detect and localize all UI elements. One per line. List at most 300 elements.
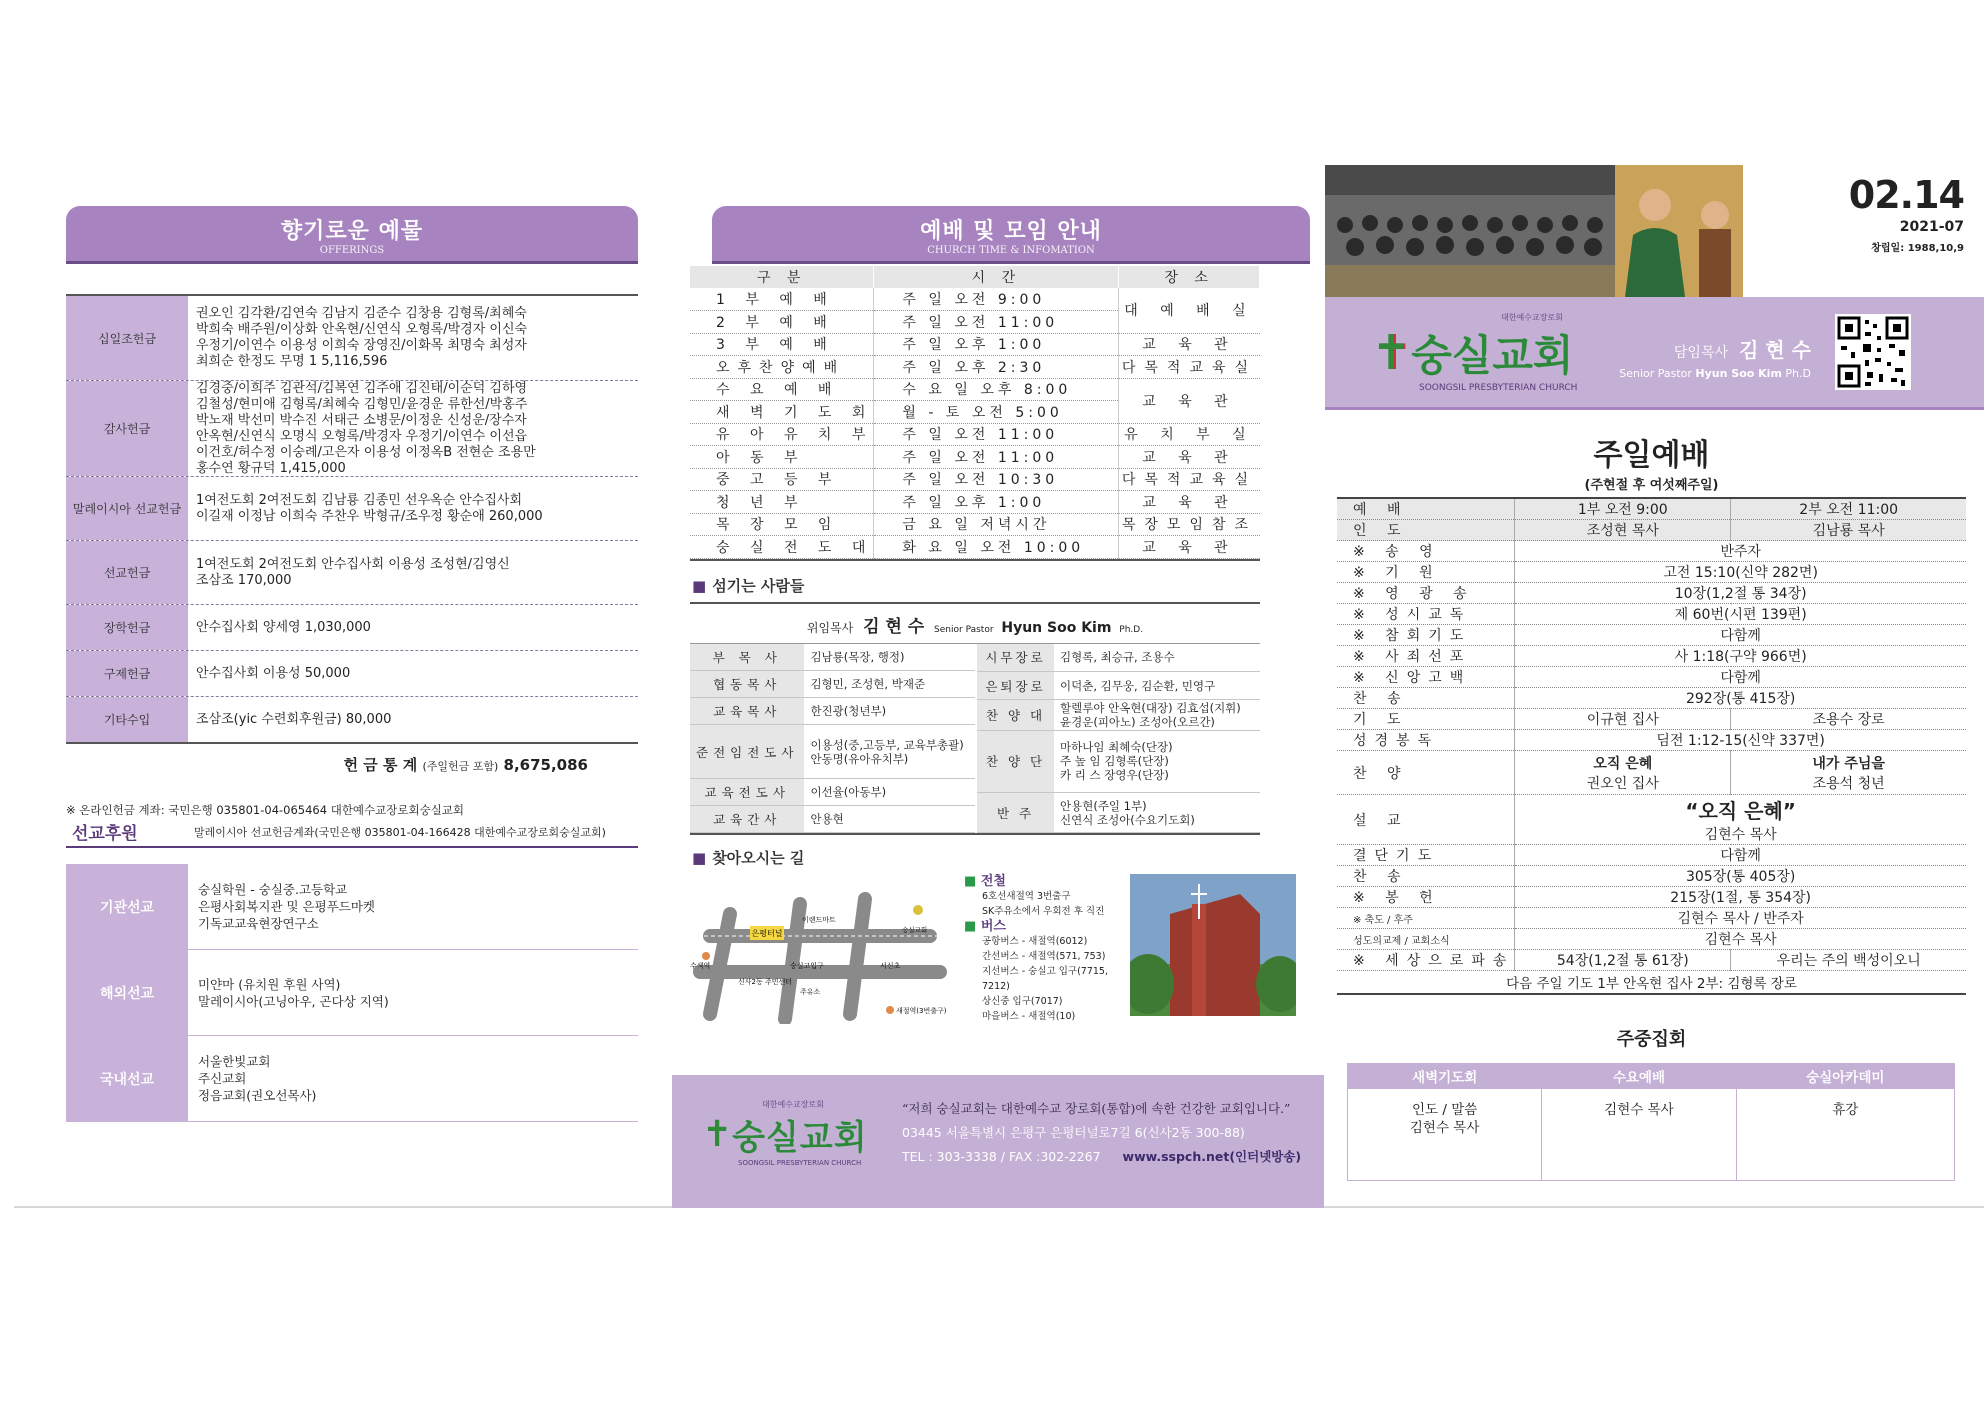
mission-line: 기독교교육현장연구소: [198, 916, 319, 931]
text-line: 권오인 집사: [1586, 775, 1659, 792]
staff-names: [804, 779, 975, 806]
staff-names: [804, 644, 975, 671]
banner-church-small: 대한예수교장로회: [1501, 312, 1563, 322]
staff-role: 찬 양 단: [976, 730, 1054, 793]
church-time-ribbon: [712, 206, 1310, 264]
offering-label: 십일조헌금: [66, 296, 188, 380]
ct-place: 교 육 관: [1119, 536, 1260, 559]
offering-lines: [196, 712, 391, 728]
banner-pastor-en-name: Hyun Soo Kim: [1695, 367, 1782, 380]
staff-row: [976, 644, 1260, 672]
staff-table-left: [690, 644, 975, 834]
text-line: 내가 주님을: [1812, 755, 1885, 772]
mission-value: [188, 950, 638, 1035]
staff-row: [690, 698, 975, 725]
worship-item: 결단기도: [1337, 845, 1515, 866]
offering-line: 안수집사회 양세영 1,030,000: [196, 619, 371, 635]
mission-line: 미얀마 (유치원 후원 사역): [198, 976, 341, 992]
mission-label: 국내선교: [66, 1036, 188, 1121]
ct-place: 교 육 관: [1119, 378, 1260, 423]
ct-category: 숭 실 전 도 대: [690, 536, 874, 559]
map-image: [690, 874, 960, 1024]
ct-row: [690, 288, 1260, 311]
worship-item: ※ 사죄선포: [1337, 646, 1515, 667]
mission-line: 주신교회: [198, 1071, 247, 1086]
staff-row: [690, 671, 975, 698]
next-week-prayer: 다음 주일 기도 1부 안옥현 집사 2부: 김형록 장로: [1337, 971, 1966, 995]
banner-church-name: 숭실교회: [1411, 330, 1574, 380]
worship-value: [1515, 845, 1966, 866]
worship-item: ※ 신앙고백: [1337, 667, 1515, 688]
worship-row: [1337, 751, 1966, 795]
mission-line: 숭실학원 - 숭실중.고등학교: [198, 882, 348, 897]
ct-row: [690, 468, 1260, 491]
text-line: 카 리 스 장영우(단장): [1060, 768, 1169, 783]
square-bullet-icon: ■: [692, 576, 707, 595]
worship-row: [1337, 908, 1966, 929]
staff-row: [976, 730, 1260, 793]
ct-time: 주 일 오전 10:30: [874, 468, 1119, 491]
mission-row: [66, 1036, 638, 1122]
worship-row: [1337, 950, 1966, 971]
servants-heading: [692, 575, 1322, 596]
church-banner: [1325, 297, 1984, 410]
staff-names: [804, 806, 975, 833]
worship-row: [1337, 730, 1966, 751]
transit-line: 지선버스 - 숭실고 입구(7715, 7212): [982, 966, 1108, 992]
pastor-photo: [1615, 165, 1743, 297]
church-time-title: 예배 및 모임 안내: [920, 219, 1102, 244]
mission-line: 정음교회(권오선목사): [198, 1088, 317, 1103]
worship-subtitle: (주현절 후 여섯째주일): [1584, 478, 1719, 493]
offering-row: [66, 696, 638, 742]
worship-row: [1337, 562, 1966, 583]
offerings-table: [66, 296, 638, 742]
text-line: 제 60번(시편 139편): [1674, 607, 1807, 623]
text-line: 김형록, 최승규, 조용수: [1060, 650, 1175, 665]
worship-value: [1515, 667, 1966, 688]
worship-item: ※ 기 원: [1337, 562, 1515, 583]
square-bullet-icon: ■: [692, 849, 707, 867]
congregation-photo: [1325, 165, 1615, 297]
staff-role: 은퇴장로: [976, 672, 1054, 700]
footer-logo: [702, 1099, 892, 1167]
ct-category: 2 부 예 배: [690, 311, 874, 334]
transit-info: [960, 874, 1130, 1024]
mission-line: 서울한빛교회: [198, 1054, 271, 1069]
ct-category: 청 년 부: [690, 491, 874, 514]
founded-date: 창립일: 1988,10,9: [1871, 243, 1964, 254]
text-line: 이덕춘, 김무웅, 김순환, 민영구: [1060, 678, 1216, 693]
worship-value: [1731, 751, 1966, 795]
transit-line: 6호선새절역 3번출구: [982, 891, 1071, 902]
worship-row: [1337, 688, 1966, 709]
offering-line: 안수집사회 이용성 50,000: [196, 665, 351, 681]
ct-place: 대 예 배 실: [1119, 288, 1260, 333]
worship-item: 찬 송: [1337, 688, 1515, 709]
qr-code-icon[interactable]: [1835, 314, 1911, 390]
worship-value: [1731, 520, 1966, 541]
offering-label: 감사헌금: [66, 381, 188, 476]
transit-line: 간선버스 - 새절역(571, 753): [982, 951, 1106, 962]
footer-logo-en: SOONGSIL PRESBYTERIAN CHURCH: [738, 1159, 862, 1167]
weekday-header: 숭실아카데미: [1736, 1064, 1954, 1089]
staff-role: 교육전도사: [690, 779, 804, 806]
ct-row: [690, 491, 1260, 514]
ct-category: 1 부 예 배: [690, 288, 874, 311]
worship-value: [1515, 908, 1966, 929]
staff-names: [1054, 700, 1260, 730]
text-line: 김현수 목사: [1704, 827, 1777, 843]
ct-header: 장 소: [1119, 266, 1260, 288]
ct-header: 시 간: [874, 266, 1119, 288]
text-line: 안용현(주일 1부): [1060, 798, 1147, 813]
offering-line: 박희숙 배주원/이상화 안옥현/신연식 오형록/박경자 이신숙: [196, 322, 528, 337]
staff-role: 협동목사: [690, 671, 804, 698]
footer-website[interactable]: www.sspch.net(인터넷방송): [1122, 1149, 1302, 1164]
map-label: 은평터널: [751, 929, 783, 938]
map-label: 숭실고입구: [790, 962, 824, 970]
text-line: 2부 오전 11:00: [1799, 502, 1899, 518]
ct-category: 아 동 부: [690, 446, 874, 469]
weekday-cell: [1736, 1089, 1954, 1181]
directions-title: 찾아오시는 길: [712, 849, 805, 867]
staff-row: [976, 700, 1260, 730]
offering-line: 이건호/허수정 이숭례/고은자 이용성 이정옥B 전현순 조용만: [196, 444, 536, 460]
cross-logo-icon: ✝: [702, 1114, 733, 1155]
text-line: 이규현 집사: [1586, 712, 1659, 728]
ct-row: [690, 513, 1260, 536]
worship-value: [1731, 950, 1966, 971]
bus-icon: ■: [964, 919, 977, 934]
ct-time: 주 일 오후 1:00: [874, 333, 1119, 356]
worship-row: [1337, 604, 1966, 625]
banner-pastor-label: 담임목사: [1673, 345, 1729, 361]
worship-row: [1337, 646, 1966, 667]
text-line: 윤경운(피아노) 조성아(오르간): [1060, 715, 1215, 730]
worship-item: ※ 세상으로파송: [1337, 950, 1515, 971]
text-line: 우리는 주의 백성이오니: [1776, 953, 1921, 969]
date-block: [1743, 165, 1978, 297]
total-label: 헌 금 통 계: [343, 756, 418, 774]
banner-pastor-en-prefix: Senior Pastor: [1619, 367, 1692, 380]
footer-logo-text: 숭실교회: [732, 1118, 868, 1158]
staff-role: 시무장로: [976, 644, 1054, 672]
offerings-total: [66, 744, 638, 775]
offering-lines: [196, 666, 350, 682]
text-line: 54장(1,2절 통 61장): [1556, 953, 1689, 969]
worship-item: ※ 봉 헌: [1337, 887, 1515, 908]
ct-place: 교 육 관: [1119, 491, 1260, 514]
text-line: 김남룡 목사: [1812, 523, 1885, 539]
weekday-header: 새벽기도회: [1348, 1064, 1542, 1089]
offering-lines: [196, 306, 527, 370]
worship-row: [1337, 709, 1966, 730]
worship-item: ※ 영 광 송: [1337, 583, 1515, 604]
text-line: 신연식 조성아(수요기도회): [1060, 812, 1195, 827]
sp-phd: Ph.D.: [1119, 624, 1144, 635]
worship-row: [1337, 887, 1966, 908]
weekday-cell: [1348, 1089, 1542, 1181]
transit-line: 마을버스 - 새절역(10): [982, 1011, 1076, 1022]
text-line: 다함께: [1720, 670, 1761, 686]
worship-item: 찬 송: [1337, 866, 1515, 887]
text-line: 사 1:18(구약 966면): [1674, 649, 1807, 665]
staff-row: [690, 644, 975, 671]
worship-item: ※ 참회기도: [1337, 625, 1515, 646]
ct-place: 교 육 관: [1119, 333, 1260, 356]
map-label: 숭실교회: [902, 926, 928, 934]
worship-row: [1337, 929, 1966, 950]
church-time-subtitle: CHURCH TIME & INFOMATION: [927, 245, 1095, 256]
ct-category: 유 아 유 치 부: [690, 423, 874, 446]
worship-value: [1515, 709, 1731, 730]
mission-account-note: 말레이시아 선교헌금계좌(국민은행 035801-04-166428 대한예수교장로회숭실교회): [194, 825, 606, 839]
worship-row: [1337, 625, 1966, 646]
worship-item: 설 교: [1337, 795, 1515, 845]
sp-en1: Senior Pastor: [934, 624, 994, 635]
text-line: 215장(1절, 통 354장): [1670, 890, 1812, 906]
worship-row: [1337, 520, 1966, 541]
transit-line: SK주유소에서 우회전 후 직진: [982, 906, 1105, 917]
text-line: “오직 은혜”: [1685, 799, 1796, 823]
worship-item: ※ 송 영: [1337, 541, 1515, 562]
map-label: 주유소: [800, 988, 821, 996]
text-line: 조용석 청년: [1812, 775, 1885, 792]
weekday-title: 주중집회: [1616, 1029, 1687, 1050]
text-line: 인도 / 말씀: [1411, 1102, 1478, 1118]
offering-lines: [196, 381, 536, 477]
staff-row: [690, 725, 975, 779]
ct-time: 주 일 오전 9:00: [874, 288, 1119, 311]
offering-label: 기타수입: [66, 697, 188, 742]
offering-row: [66, 604, 638, 650]
text-line: 이용성(중,고등부, 교육부총괄): [810, 737, 964, 752]
offering-line: 조삼조 170,000: [196, 572, 292, 588]
map-label: 서신초: [880, 962, 901, 970]
offering-line: 박노재 박선미 박수진 서태근 소병문/이정운 신성운/장수자: [196, 412, 527, 428]
ct-row: [690, 333, 1260, 356]
servants-title: 섬기는 사람들: [712, 576, 805, 595]
staff-role: 반 주: [976, 793, 1054, 833]
ct-time: 금 요 일 저녁시간: [874, 513, 1119, 536]
worship-value: [1515, 929, 1966, 950]
worship-value: [1515, 625, 1966, 646]
ct-category: 수 요 예 배: [690, 378, 874, 401]
worship-value: [1515, 866, 1966, 887]
offering-line: 이길재 이정남 이희숙 주찬우 박형규/조우정 황순애 260,000: [196, 508, 543, 524]
text-line: 마하나임 최혜숙(단장): [1060, 740, 1173, 755]
worship-value: [1515, 751, 1731, 795]
offering-lines: [196, 493, 543, 525]
worship-title: 주일예배: [1593, 438, 1710, 473]
staff-table-right: [975, 644, 1260, 834]
worship-item: ※ 성시교독: [1337, 604, 1515, 625]
transit-line: 상신중 입구(7017): [982, 996, 1063, 1007]
offering-value: [188, 296, 638, 380]
total-note: (주일헌금 포함): [422, 760, 499, 773]
staff-role: 교육간사: [690, 806, 804, 833]
mission-table: [66, 864, 638, 1122]
offering-value: [188, 651, 638, 696]
map-label: 수색역: [690, 962, 711, 970]
ct-row: [690, 423, 1260, 446]
text-line: 10장(1,2절 통 34장): [1674, 586, 1807, 602]
ct-time: 주 일 오전 11:00: [874, 446, 1119, 469]
ct-row: [690, 536, 1260, 559]
text-line: 292장(통 415장): [1685, 691, 1796, 707]
worship-value: [1515, 520, 1731, 541]
transit-line: 공항버스 - 새절역(6012): [982, 936, 1088, 947]
worship-row: [1337, 583, 1966, 604]
senior-pastor-line: [690, 602, 1260, 643]
footer-phone: TEL : 303-3338 / FAX :302-2267: [902, 1149, 1101, 1164]
sp-name: 김 현 수: [863, 616, 925, 637]
worship-value: [1515, 541, 1966, 562]
mission-label: 해외선교: [66, 950, 188, 1035]
ct-time: 주 일 오후 1:00: [874, 491, 1119, 514]
ct-place: 다목적교육실: [1119, 468, 1260, 491]
mission-value: [188, 864, 638, 949]
offering-line: 우정기/이연수 이용성 이희숙 장영진/이화목 최명숙 최성자: [196, 338, 527, 353]
sp-en2: Hyun Soo Kim: [1001, 619, 1112, 636]
text-line: 오직 은혜: [1593, 755, 1653, 772]
text-line: 다함께: [1720, 848, 1761, 864]
worship-value: [1515, 498, 1731, 520]
directions-heading: [692, 847, 1322, 868]
footer-address: 03445 서울특별시 은평구 은평터널로7길 6(신사2동 300-88): [902, 1125, 1245, 1140]
ct-row: [690, 446, 1260, 469]
ct-time: 수 요 일 오후 8:00: [874, 378, 1119, 401]
staff-row: [976, 672, 1260, 700]
worship-order-table: [1337, 497, 1966, 971]
offering-line: 김철성/현미애 김형록/최혜숙 김형민/윤경운 류한선/박홍주: [196, 396, 528, 412]
worship-row: [1337, 866, 1966, 887]
map-label: 신사2동 주민센터: [738, 978, 793, 986]
church-footer: [672, 1075, 1324, 1208]
cross-logo-icon: ✝: [1371, 324, 1412, 381]
text-line: 다함께: [1720, 628, 1761, 644]
worship-row: [1337, 795, 1966, 845]
offering-value: [188, 541, 638, 604]
bulletin-issue: 2021-07: [1899, 219, 1964, 235]
offering-value: [188, 697, 638, 742]
ct-category: 새 벽 기 도 회: [690, 401, 874, 424]
ct-header: 구 분: [690, 266, 874, 288]
worship-value: [1731, 709, 1966, 730]
staff-names: [1054, 644, 1260, 672]
text-line: 딤전 1:12-15(신약 337면): [1656, 733, 1825, 749]
subway-title: 전철: [980, 874, 1006, 889]
worship-value: [1515, 646, 1966, 667]
online-account-note: ※ 온라인헌금 계좌: 국민은행 035801-04-065464 대한예수교장로회숭실교회: [66, 803, 465, 817]
ct-time: 화 요 일 오전 10:00: [874, 536, 1119, 559]
mission-line: 말레이시아(고닝아우, 곤다상 지역): [198, 993, 389, 1009]
text-line: 한진광(청년부): [810, 704, 887, 718]
mission-label: 기관선교: [66, 864, 188, 949]
worship-item: 성경봉독: [1337, 730, 1515, 751]
mission-row: [66, 864, 638, 950]
total-value: 8,675,086: [503, 756, 588, 774]
offering-label: 선교헌금: [66, 541, 188, 604]
mission-line: 은평사회복지관 및 은평푸드마켓: [198, 899, 375, 914]
text-line: 1부 오전 9:00: [1577, 502, 1668, 518]
offering-line: 권오인 김각환/김연숙 김남지 김준수 김창용 김형록/최혜숙: [196, 306, 527, 321]
mission-value: [188, 1036, 638, 1121]
ct-row: [690, 356, 1260, 379]
ct-place: 유 치 부 실: [1119, 423, 1260, 446]
bulletin-date: 02.14: [1848, 173, 1964, 217]
text-line: 김현수 목사: [1704, 932, 1777, 948]
footer-logo-small: 대한예수교장로회: [762, 1100, 824, 1109]
worship-item: 인 도: [1337, 520, 1515, 541]
bus-title: 버스: [980, 919, 1006, 934]
staff-role: 부 목 사: [690, 644, 804, 671]
banner-pastor-name: 김 현 수: [1739, 338, 1811, 362]
worship-value: [1515, 562, 1966, 583]
offering-row: [66, 540, 638, 604]
text-line: 고전 15:10(신약 282면): [1663, 565, 1818, 581]
text-line: 안동명(유아유치부): [810, 751, 909, 766]
staff-names: [804, 725, 975, 779]
worship-item: 예 배: [1337, 498, 1515, 520]
offerings-title: 향기로운 예물: [280, 219, 424, 244]
weekday-table: [1347, 1063, 1955, 1181]
worship-value: [1515, 795, 1966, 845]
weekday-header: 수요예배: [1542, 1064, 1736, 1089]
worship-value: [1515, 604, 1966, 625]
map-label: 새절역(3번출구): [896, 1007, 947, 1015]
worship-value: [1515, 730, 1966, 751]
offering-line: 홍수연 황규덕 1,415,000: [196, 460, 346, 476]
offering-line: 1여전도회 2여전도회 안수집사회 이용성 조성현/김영신: [196, 556, 510, 572]
church-time-panel: [672, 206, 1322, 1024]
text-line: 할렐루야 안옥현(대장) 김효섭(지휘): [1060, 701, 1241, 716]
map-label: 이랜드마트: [802, 916, 836, 924]
offering-line: 안옥현/신연식 오명식 오형록/박경자 우정기/이연수 이선읍: [196, 428, 528, 444]
offering-value: [188, 605, 638, 650]
text-line: 김현수 목사: [1409, 1120, 1480, 1136]
staff-names: [1054, 730, 1260, 793]
text-line: 김현수 목사 / 반주자: [1677, 911, 1804, 927]
text-line: 주 높 임 김형록(단장): [1060, 754, 1169, 769]
ct-category: 목 장 모 임: [690, 513, 874, 536]
offerings-subtitle: OFFERINGS: [319, 245, 385, 256]
ct-category: 3 부 예 배: [690, 333, 874, 356]
ct-time: 주 일 오후 2:30: [874, 356, 1119, 379]
worship-value: [1515, 583, 1966, 604]
ct-time: 주 일 오전 11:00: [874, 423, 1119, 446]
ct-place: 다목적교육실: [1119, 356, 1260, 379]
staff-names: [804, 671, 975, 698]
worship-row: [1337, 498, 1966, 520]
worship-value: [1515, 950, 1731, 971]
ct-time: 월 - 토 오전 5:00: [874, 401, 1119, 424]
offering-lines: [196, 557, 510, 589]
banner-pastor-en-suffix: Ph.D: [1785, 367, 1811, 380]
ct-category: 중 고 등 부: [690, 468, 874, 491]
text-line: 김현수 목사: [1604, 1102, 1674, 1118]
offering-row: [66, 296, 638, 380]
worship-row: [1337, 541, 1966, 562]
subway-icon: ■: [964, 874, 977, 889]
staff-role: 찬 양 대: [976, 700, 1054, 730]
worship-item: 성도의교제 / 교회소식: [1337, 929, 1515, 950]
ct-place: 교 육 관: [1119, 446, 1260, 469]
offering-lines: [196, 620, 371, 636]
worship-item: 기 도: [1337, 709, 1515, 730]
worship-value: [1731, 498, 1966, 520]
